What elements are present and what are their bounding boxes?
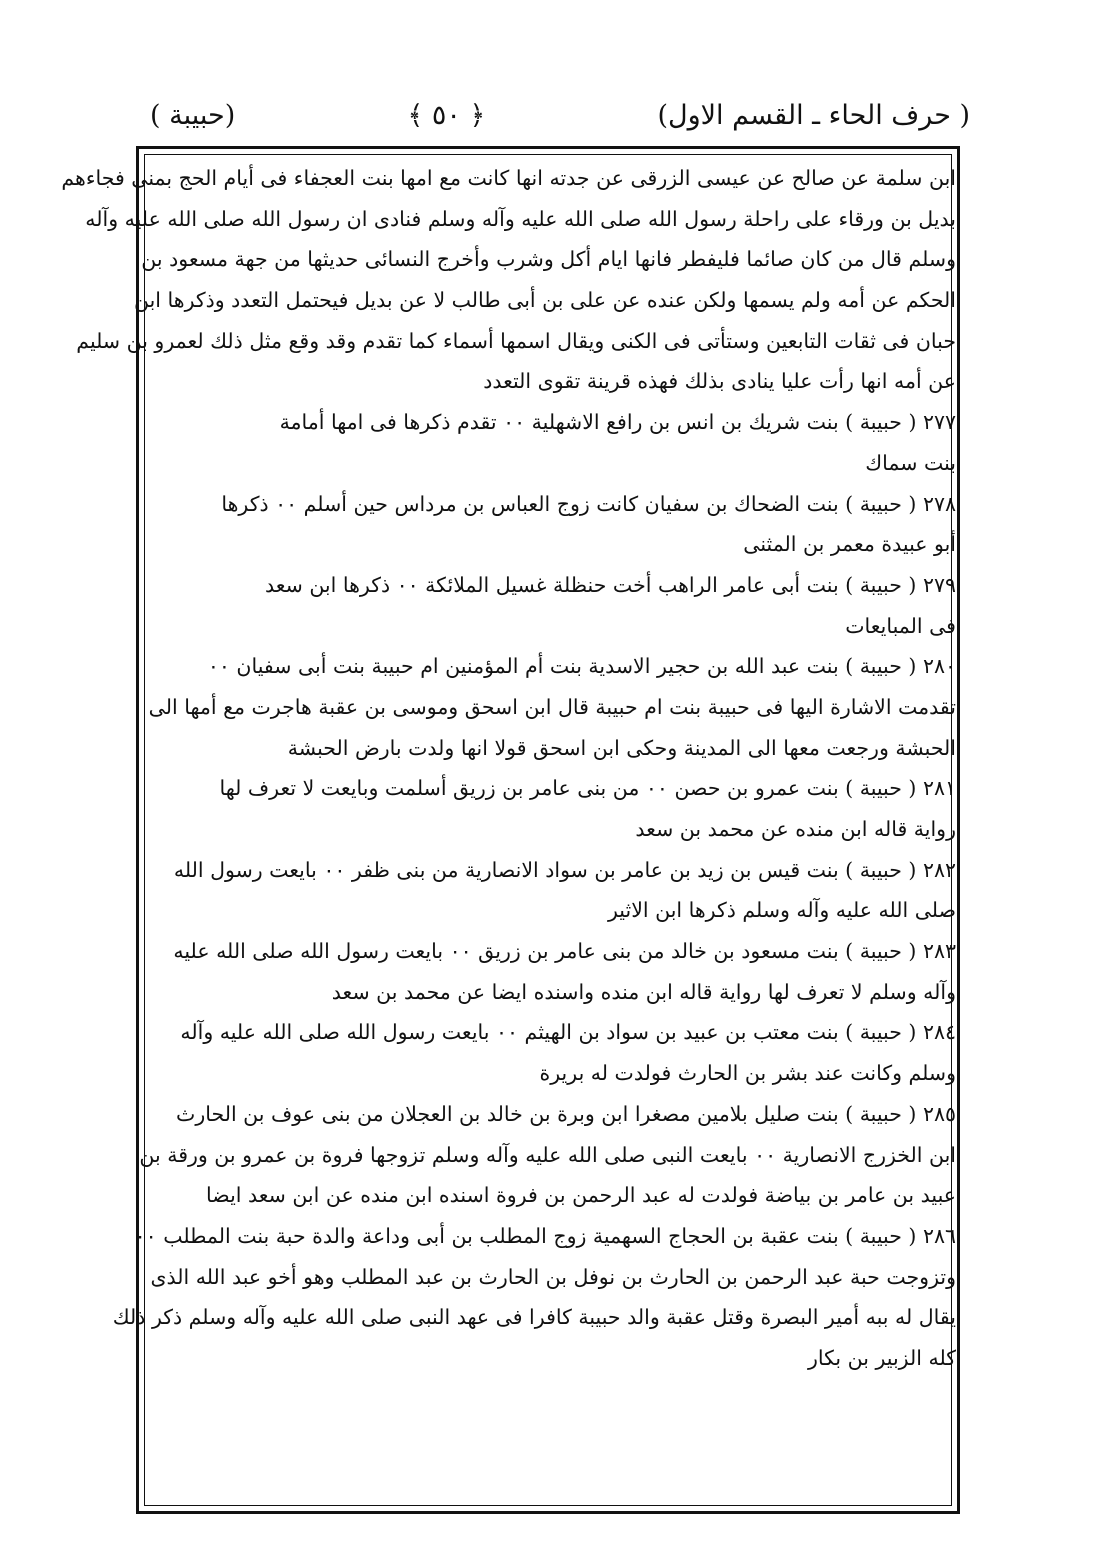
text-line: عن أمه انها رأت عليا ينادى بذلك فهذه قرينة تقوى التعدد xyxy=(483,369,956,394)
text-line: كله الزبير بن بكار xyxy=(807,1345,956,1370)
text-line: وآله وسلم لا تعرف لها رواية قاله ابن منده واسنده ايضا عن محمد بن سعد xyxy=(331,979,956,1004)
text-line: ابن سلمة عن صالح عن عيسى الزرقى عن جدته انها كانت مع امها بنت العجفاء فى أيام الحج بمنى فجاءهم xyxy=(61,166,956,190)
text-line: أبو عبيدة معمر بن المثنى xyxy=(743,532,956,557)
text-body xyxy=(61,158,956,1498)
text-line: عبيد بن عامر بن بياضة فولدت له عبد الرحمن بن فروة اسنده ابن منده عن ابن سعد ايضا xyxy=(206,1183,956,1208)
text-line: صلى الله عليه وآله وسلم ذكرها ابن الاثير xyxy=(608,898,956,923)
page-number: ﴿ ٥٠ ﴾ xyxy=(407,99,486,131)
text-line: فى المبايعات xyxy=(845,613,956,638)
text-line: بديل بن ورقاء على راحلة رسول الله صلى الله عليه وآله وسلم فنادى ان رسول الله صلى الله عليه وآله xyxy=(85,206,956,231)
entry-284: ٢٨٤ ( حبيبة ) بنت معتب بن عبيد بن سواد بن الهيثم ٠٠ بايعت رسول الله صلى الله عليه وآله xyxy=(180,1020,956,1045)
entry-282: ٢٨٢ ( حبيبة ) بنت قيس بن زيد بن عامر بن سواد الانصارية من بنى ظفر ٠٠ بايعت رسول الله xyxy=(173,857,956,882)
text-line: رواية قاله ابن منده عن محمد بن سعد xyxy=(635,817,956,841)
text-line: بنت سماك xyxy=(865,450,956,475)
text-line: وسلم قال من كان صائما فليفطر فانها ايام أكل وشرب وأخرج النسائى حديثها من جهة مسعود بن xyxy=(141,247,956,272)
text-line: يقال له ببه أمير البصرة وقتل عقبة والد حبيبة كافرا فى عهد النبى صلى الله عليه وآله وسلم ذكر ذلك xyxy=(112,1305,956,1330)
page-header xyxy=(150,92,970,138)
entry-283: ٢٨٣ ( حبيبة ) بنت مسعود بن خالد من بنى عامر بن زريق ٠٠ بايعت رسول الله صلى الله عليه xyxy=(173,939,956,964)
entry-286: ٢٨٦ ( حبيبة ) بنت عقبة بن الحجاج السهمية زوج المطلب بن أبى وداعة والدة حبة بنت المطلب ٠٠ xyxy=(134,1223,956,1248)
entry-277: ٢٧٧ ( حبيبة ) بنت شريك بن انس بن رافع الاشهلية ٠٠ تقدم ذكرها فى امها أمامة xyxy=(279,410,956,435)
entry-285: ٢٨٥ ( حبيبة ) بنت صليل بلامين مصغرا ابن وبرة بن خالد بن العجلان من بنى عوف بن الحارث xyxy=(176,1101,956,1126)
entry-281: ٢٨١ ( حبيبة ) بنت عمرو بن حصن ٠٠ من بنى عامر بن زريق أسلمت وبايعت لا تعرف لها xyxy=(219,776,956,801)
text-line: ابن الخزرج الانصارية ٠٠ بايعت النبى صلى الله عليه وآله وسلم تزوجها فروة بن عمرو بن ورقة بن xyxy=(139,1142,956,1167)
text-line: وسلم وكانت عند بشر بن الحارث فولدت له بريرة xyxy=(539,1061,956,1086)
entry-278: ٢٧٨ ( حبيبة ) بنت الضحاك بن سفيان كانت زوج العباس بن مرداس حين أسلم ٠٠ ذكرها xyxy=(221,491,956,516)
entry-279: ٢٧٩ ( حبيبة ) بنت أبى عامر الراهب أخت حنظلة غسيل الملائكة ٠٠ ذكرها ابن سعد xyxy=(264,572,956,597)
entry-280: ٢٨٠ ( حبيبة ) بنت عبد الله بن حجير الاسدية بنت أم المؤمنين ام حبيبة بنت أبى سفيان ٠٠ xyxy=(207,654,956,679)
text-line: وتزوجت حبة عبد الرحمن بن الحارث بن نوفل بن الحارث بن عبد المطلب وهو أخو عبد الله الذى xyxy=(150,1264,956,1289)
text-line: حبان فى ثقات التابعين وستأتى فى الكنى ويقال اسمها أسماء كما تقدم وقد وقع مثل ذلك لعمرو بن سليم xyxy=(76,328,956,353)
text-line: الحبشة ورجعت معها الى المدينة وحكى ابن اسحق قولا انها ولدت بارض الحبشة xyxy=(287,735,956,760)
running-title: ( حرف الحاء ـ القسم الاول) xyxy=(657,99,970,131)
text-line: تقدمت الاشارة اليها فى حبيبة بنت ام حبيبة قال ابن اسحق وموسى بن عقبة هاجرت مع أمها الى xyxy=(148,694,956,719)
entry-keyword: (حبيبة ) xyxy=(150,99,236,131)
text-line: الحكم عن أمه ولم يسمها ولكن عنده عن على بن أبى طالب لا عن بديل فيحتمل التعدد وذكرها ابن xyxy=(133,288,956,313)
